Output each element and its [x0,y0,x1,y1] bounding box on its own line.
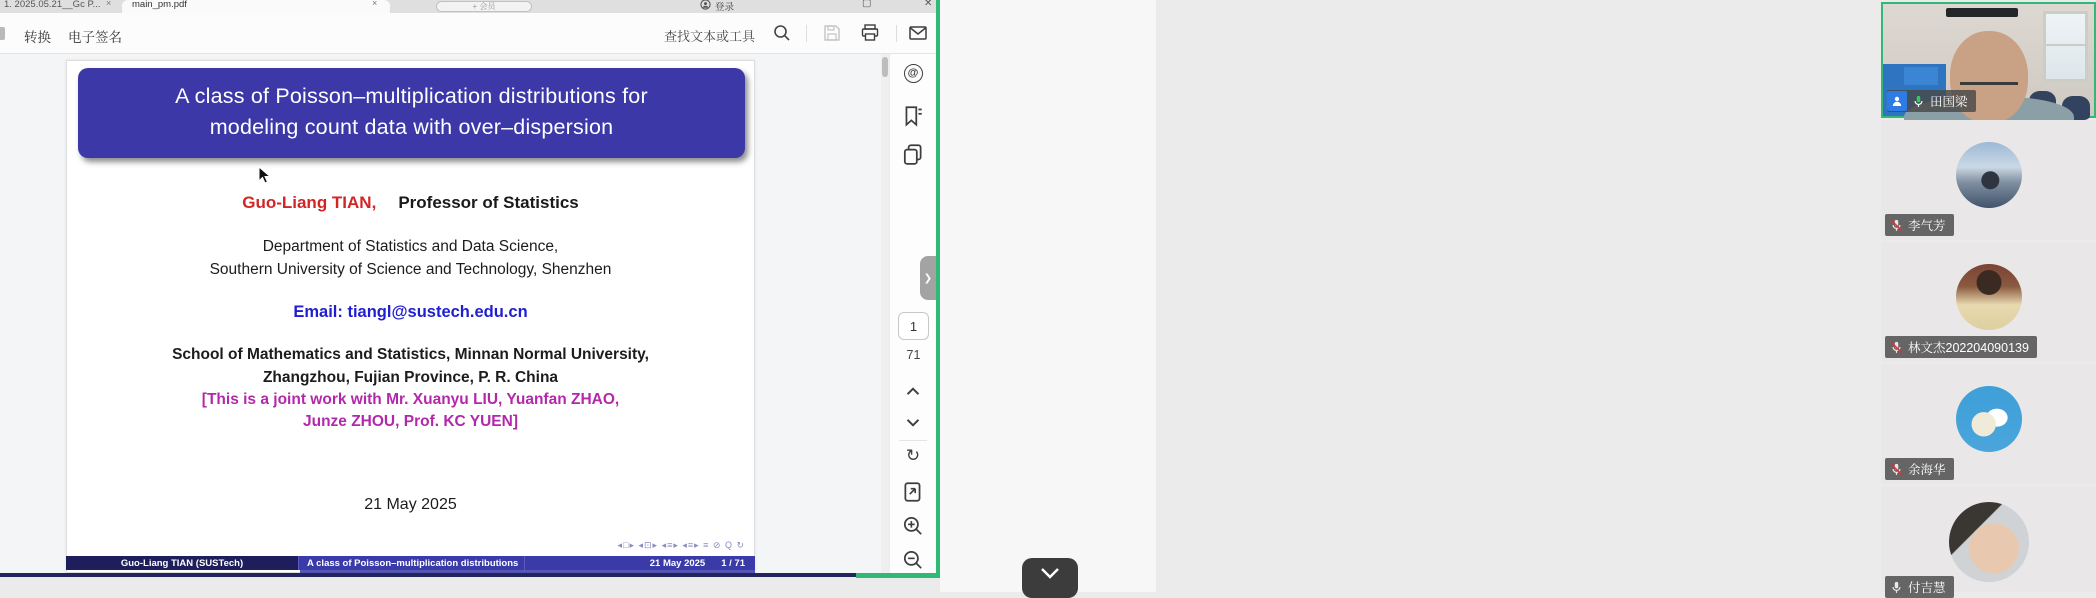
membership-pill-button[interactable]: + 会员 [436,1,532,12]
bookmark-icon[interactable] [901,104,925,128]
affiliation-line1: Department of Statistics and Data Science, [262,238,559,255]
author-name: Guo-Liang TIAN, [242,193,377,212]
search-icon[interactable] [772,23,792,43]
participant-tile[interactable] [1881,120,2096,240]
mic-muted-icon [1890,219,1903,232]
previous-page-icon[interactable] [901,380,925,404]
participant-name: 田国梁 [1930,95,1968,109]
blue-couch [1904,67,1938,85]
tab-close-icon[interactable]: × [372,0,378,8]
find-text-label[interactable]: 查找文本或工具 [664,29,756,44]
vertical-scrollbar[interactable] [881,54,889,573]
slide-title-box [78,68,745,158]
screen-share-border [856,573,940,578]
tab-label: 1. 2025.05.21__Gc P... [4,0,101,10]
avatar [1949,502,2029,582]
participant-name: 李气芳 [1908,219,1946,233]
rail-divider [899,440,927,441]
sidebar-toggle-icon[interactable] [0,27,5,40]
tv-screen [1946,8,2018,17]
slide-date: 21 May 2025 [364,496,457,513]
save-icon[interactable] [822,23,842,43]
beamer-navigation-icons: ◂□▸ ◂⊡▸ ◂≡▸ ◂≡▸ ≡ ⊘ Q ↻ [617,540,745,550]
close-window-button[interactable]: ✕ [924,0,933,9]
window-bottom-edge [0,573,936,577]
mail-icon[interactable] [908,23,928,43]
footer-author: Guo-Liang TIAN (SUSTech) [66,556,298,570]
avatar [1956,386,2022,452]
user-circle-icon [700,0,711,10]
participant-name: 余海华 [1908,463,1946,477]
avatar [1956,264,2022,330]
menu-esignature[interactable]: 电子签名 [68,30,122,45]
slide-title-line1: A class of Poisson–multiplication distributions for [175,84,648,108]
tab-document-2-active[interactable] [122,0,390,13]
toolbar [0,13,940,54]
participant-badge [1885,576,1954,598]
footer-date: 21 May 2025 [649,557,706,569]
school-line1: School of Mathematics and Statistics, Minnan Normal University, [172,346,649,363]
mic-on-icon [1912,95,1925,108]
print-icon[interactable] [860,23,880,43]
mic-muted-icon [1890,341,1903,354]
participant-name: 付吉慧 [1908,581,1946,595]
toolbar-divider [806,25,807,42]
avatar [1956,142,2022,208]
host-icon [1887,91,1907,111]
slide-title-line2: modeling count data with over–dispersion [209,115,614,139]
participant-badge [1885,336,2037,358]
slide-footer-bar [66,556,755,570]
menu-convert[interactable]: 转换 [24,30,51,45]
toolbar-divider [896,25,897,42]
chevron-down-icon [1039,566,1061,580]
participant-tile[interactable] [1881,364,2096,484]
collapse-panel-button[interactable] [1022,558,1078,598]
tab-document-1[interactable] [4,0,116,13]
participant-name: 林文杰202204090139 [1908,341,2029,355]
tab-bar [0,0,940,13]
joint-work-line2: Junze ZHOU, Prof. KC YUEN] [302,413,518,430]
total-pages-label: 71 [906,348,921,362]
participant-badge [1885,458,1954,480]
pdf-reader-window [0,0,940,577]
footer-title: A class of Poisson–multiplication distributions [298,556,524,570]
footer-page-number: 1 / 71 [721,557,745,569]
next-page-icon[interactable] [901,410,925,434]
mic-muted-icon [1890,463,1903,476]
participant-tile[interactable] [1881,242,2096,362]
footer-right [524,556,755,570]
page-number-input[interactable]: 1 [898,312,929,340]
slide-author-line [66,193,755,213]
zoom-out-icon[interactable] [901,548,925,572]
login-label: 登录 [715,2,735,13]
zoom-in-icon[interactable] [901,514,925,538]
comment-icon[interactable]: @ [901,64,925,88]
panel-expand-handle[interactable] [920,256,936,300]
participant-tile-video[interactable] [1881,2,2096,118]
affiliation-line2: Southern University of Science and Technology, Shenzhen [209,261,612,278]
scrollbar-thumb[interactable] [882,57,888,77]
participant-badge [1887,90,1976,112]
email-line: Email: tiangl@sustech.edu.cn [293,303,528,321]
meeting-participants-panel [940,0,2029,595]
login-button[interactable] [700,0,734,13]
joint-work-line1: [This is a joint work with Mr. Xuanyu LIU, Yuanfan ZHAO, [201,391,620,408]
rotate-icon[interactable]: ↻ [905,446,921,465]
participant-badge [1885,214,1954,236]
mouse-cursor [258,166,274,186]
room-window [2043,11,2087,83]
chevron-right-icon: ❯ [923,272,933,284]
participant-tile[interactable] [1881,486,2096,595]
fit-page-icon[interactable] [901,480,925,504]
tab-close-icon[interactable]: × [106,0,112,8]
tab-label: main_pm.pdf [132,0,187,10]
mic-muted-icon [1890,581,1903,594]
author-role: Professor of Statistics [398,193,579,212]
school-line2: Zhangzhou, Fujian Province, P. R. China [262,369,559,386]
copy-pages-icon[interactable] [901,142,925,166]
maximize-button[interactable]: ▢ [862,0,872,9]
